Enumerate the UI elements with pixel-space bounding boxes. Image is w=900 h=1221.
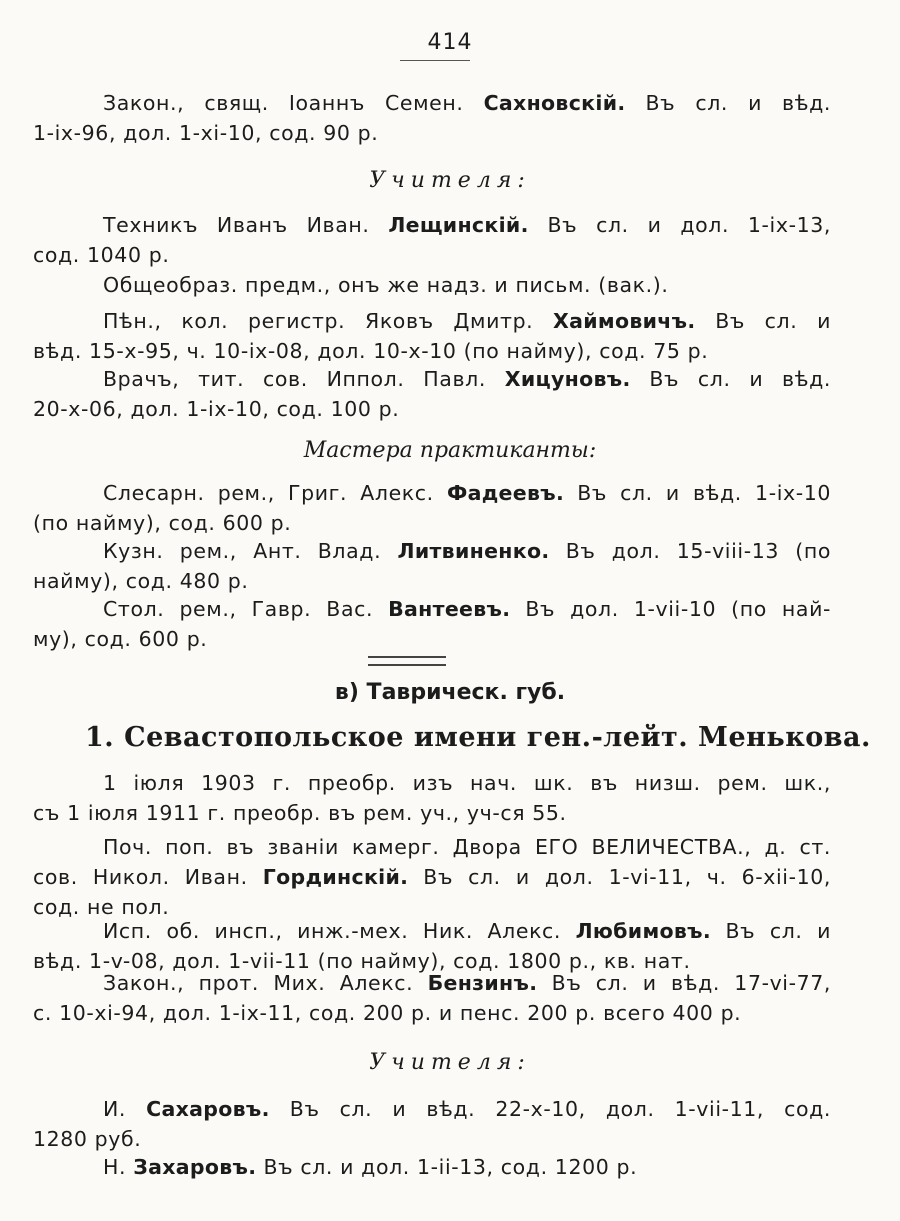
entry-text: И. [103,1097,127,1121]
entry-text: Въ сл. и дол. 1-vi-11, ч. 6-xii-10, [423,865,831,889]
entry-text: Въ сл. и вѣд. 1-ix-10 [577,481,832,505]
entry-line [33,594,831,624]
entry-text: Н. [103,1155,127,1179]
entry-line: (по найму), сод. 600 р. [33,511,292,535]
entry-line [33,210,831,240]
school-history [33,768,831,828]
entry-surname: Литвиненко. [397,539,550,563]
entry-line [33,88,831,118]
entry-line [33,536,831,566]
entry-text: Кузн. рем., Ант. Влад. [103,539,382,563]
section-heading-teachers-2: Учителя: [369,1050,531,1075]
entry-sakharov [33,1094,831,1154]
entry-line: съ 1 іюля 1911 г. преобр. въ рем. уч., уч-ся 55. [33,801,567,825]
entry-text: Въ сл. и дол. 1-ix-13, [547,213,831,237]
section-divider [368,656,446,666]
entry-line [33,1094,831,1124]
entry-tekhnik [33,210,831,270]
entry-line: с. 10-xi-94, дол. 1-ix-11, сод. 200 р. и пенс. 200 р. всего 400 р. [33,1001,742,1025]
entry-surname: Любимовъ. [575,919,711,943]
guberniya-heading: в) Таврическ. губ. [334,680,566,705]
entry-text: Закон., свящ. Iоаннъ Семен. [103,91,464,115]
entry-line [33,1152,831,1182]
entry-vrach [33,364,831,424]
entry-text: Въ сл. и дол. 1-ii-13, сод. 1200 р. [263,1155,638,1179]
entry-text: Въ сл. и вѣд. [649,367,831,391]
entry-line: сод. 1040 р. [33,243,170,267]
entry-text: Въ сл. и вѣд. [645,91,831,115]
entry-text: Въ сл. и [715,309,831,333]
entry-text: Закон., прот. Мих. Алекс. [103,971,414,995]
entry-line: 1-ix-96, дол. 1-xi-10, сод. 90 р. [33,121,379,145]
entry-text: Въ сл. и вѣд. 22-x-10, дол. 1-vii-11, сод. [289,1097,831,1121]
entry-line: му), сод. 600 р. [33,627,208,651]
entry-text: Стол. рем., Гавр. Вас. [103,597,374,621]
entry-kuzn [33,536,831,596]
entry-poch [33,832,831,922]
section-heading-masters: Мастера практиканты: [303,438,597,463]
entry-text: Пѣн., кол. регистр. Яковъ Дмитр. [103,309,534,333]
entry-line [33,306,831,336]
entry-line: Поч. поп. въ званіи камерг. Двора ЕГО ВЕЛИЧЕСТВА., д. ст. [103,835,831,859]
entry-line: 20-x-06, дол. 1-ix-10, сод. 100 р. [33,397,400,421]
entry-zakharov [33,1152,831,1182]
entry-surname: Сахаровъ. [146,1097,270,1121]
entry-line: найму), сод. 480 р. [33,569,249,593]
entry-line: 1 іюля 1903 г. преобр. изъ нач. шк. въ низш. рем. шк., [103,771,831,795]
entry-surname: Лещинскій. [388,213,529,237]
entry-slesarn [33,478,831,538]
entry-isp [33,916,831,976]
entry-text: Въ дол. 15-viii-13 (по [565,539,832,563]
entry-surname: Вантеевъ. [388,597,511,621]
entry-surname: Хицуновъ. [504,367,631,391]
entry-text: Въ дол. 1-vii-10 (по най- [525,597,831,621]
entry-line: Общеобраз. предм., онъ же надз. и письм. (вак.). [103,273,669,297]
entry-text: Врачъ, тит. сов. Иппол. Павл. [103,367,486,391]
entry-line [33,364,831,394]
entry-surname: Гординскій. [262,865,409,889]
entry-surname: Бензинъ. [427,971,538,995]
entry-line [33,916,831,946]
school-title: 1. Севастопольское имени ген.-лейт. Менькова. [85,722,871,753]
entry-line [33,478,831,508]
entry-zakon-2 [33,968,831,1028]
page-number: 414 [427,30,473,55]
entry-surname: Сахновскій. [483,91,626,115]
entry-text: Въ сл. и вѣд. 17-vi-77, [551,971,832,995]
entry-line: 1280 руб. [33,1127,142,1151]
section-heading-teachers: Учителя: [369,168,531,193]
entry-text: Техникъ Иванъ Иван. [103,213,370,237]
entry-surname: Захаровъ. [133,1155,257,1179]
entry-line [33,862,831,892]
entry-text: Въ сл. и [725,919,831,943]
entry-stol [33,594,831,654]
entry-text: сов. Никол. Иван. [33,865,248,889]
entry-line: сод. не пол. [33,895,170,919]
entry-text: Исп. об. инсп., инж.-мех. Ник. Алекс. [103,919,562,943]
entry-surname: Хаймовичъ. [553,309,696,333]
entry-pen [33,306,831,366]
entry-surname: Фадеевъ. [446,481,565,505]
entry-line: вѣд. 1-v-08, дол. 1-vii-11 (по найму), сод. 1800 р., кв. нат. [33,949,691,973]
entry-obshcheobraz [33,270,831,300]
page-number-rule [400,60,470,61]
entry-line: вѣд. 15-x-95, ч. 10-ix-08, дол. 10-x-10 (по найму), сод. 75 р. [33,339,709,363]
entry-line [33,968,831,998]
entry-text: Слесарн. рем., Григ. Алекс. [103,481,434,505]
entry-zakon [33,88,831,148]
